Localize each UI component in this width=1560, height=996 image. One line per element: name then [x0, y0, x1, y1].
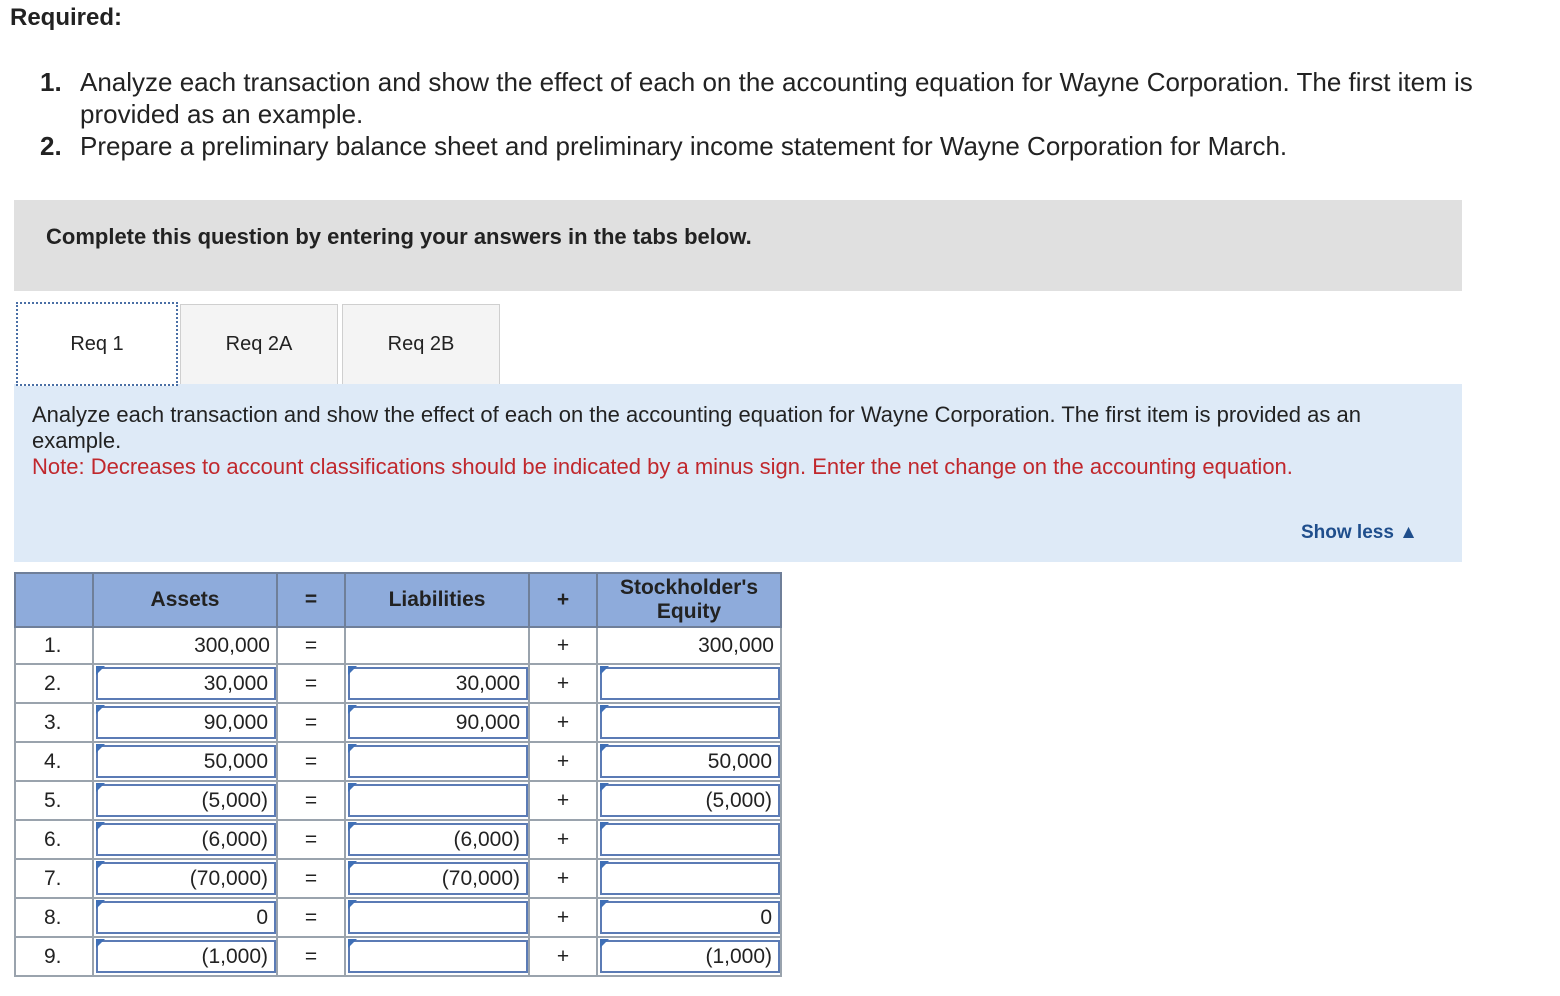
equity-value: 300,000: [597, 627, 781, 664]
equals-sign: =: [277, 820, 345, 859]
assets-cell: [93, 781, 277, 820]
plus-sign: +: [529, 742, 597, 781]
table-row: [15, 781, 781, 820]
row-index: 8.: [15, 898, 93, 937]
requirement-item: [40, 130, 1560, 162]
answer-flag-icon: [96, 666, 105, 675]
answer-flag-icon: [348, 861, 357, 870]
answer-flag-icon: [600, 900, 609, 909]
equals-sign: =: [277, 898, 345, 937]
equals-sign: =: [277, 627, 345, 664]
equity-cell: [597, 742, 781, 781]
assets-input[interactable]: [96, 823, 276, 856]
plus-sign: +: [529, 781, 597, 820]
answer-flag-icon: [96, 744, 105, 753]
equals-sign: =: [277, 742, 345, 781]
liabilities-input[interactable]: [348, 667, 528, 700]
liabilities-input[interactable]: [348, 745, 528, 778]
equity-cell: [597, 937, 781, 976]
answer-flag-icon: [600, 666, 609, 675]
equity-cell: [597, 820, 781, 859]
table-row: [15, 664, 781, 703]
equals-sign: =: [277, 703, 345, 742]
equity-input[interactable]: [600, 862, 780, 895]
table-header-row: [15, 573, 781, 627]
answer-flag-icon: [348, 939, 357, 948]
answer-flag-icon: [348, 900, 357, 909]
header-blank: [15, 573, 93, 627]
requirement-item: [40, 66, 1560, 130]
instructions-text: Complete this question by entering your answers in the tabs below.: [46, 224, 752, 249]
liabilities-cell: [345, 703, 529, 742]
answer-flag-icon: [96, 861, 105, 870]
required-heading: Required:: [10, 4, 123, 31]
plus-sign: +: [529, 627, 597, 664]
assets-input[interactable]: [96, 940, 276, 973]
equity-input[interactable]: [600, 823, 780, 856]
instructions-box: [14, 200, 1462, 291]
assets-cell: [93, 703, 277, 742]
row-index: 9.: [15, 937, 93, 976]
tab-bar: [14, 302, 1462, 385]
assets-cell: [93, 820, 277, 859]
table-row: [15, 820, 781, 859]
answer-flag-icon: [348, 666, 357, 675]
tab-label: Req 2B: [387, 333, 455, 355]
row-index: 1.: [15, 627, 93, 664]
assets-cell: [93, 937, 277, 976]
requirement-text: Analyze each transaction and show the effect of each on the accounting equation for Wayne Corporation. The first item is provided as an example.: [80, 67, 1473, 129]
assets-input[interactable]: [96, 706, 276, 739]
liabilities-cell: [345, 664, 529, 703]
liabilities-cell: [345, 820, 529, 859]
requirement-text: Prepare a preliminary balance sheet and preliminary income statement for Wayne Corporation for March.: [80, 131, 1288, 161]
requirement-number: 2.: [40, 131, 62, 161]
answer-flag-icon: [348, 744, 357, 753]
plus-sign: +: [529, 898, 597, 937]
equity-input[interactable]: [600, 667, 780, 700]
liabilities-input[interactable]: [348, 901, 528, 934]
row-index: 5.: [15, 781, 93, 820]
header-liabilities: Liabilities: [345, 573, 529, 627]
plus-sign: +: [529, 820, 597, 859]
equity-cell: [597, 898, 781, 937]
equals-sign: =: [277, 859, 345, 898]
table-row: [15, 937, 781, 976]
row-index: 2.: [15, 664, 93, 703]
table-row: [15, 898, 781, 937]
equals-sign: =: [277, 781, 345, 820]
assets-input[interactable]: [96, 901, 276, 934]
answer-flag-icon: [96, 705, 105, 714]
show-less-link[interactable]: Show less ▲: [1300, 522, 1418, 543]
tab-label: Req 1: [70, 332, 124, 355]
assets-input[interactable]: [96, 667, 276, 700]
tab-req-2a[interactable]: [180, 304, 338, 384]
panel-description: Analyze each transaction and show the effect of each on the accounting equation for Wayne Corporation. The first item is provided as an example.: [32, 402, 1361, 453]
answer-flag-icon: [600, 783, 609, 792]
tab-label: Req 2A: [225, 333, 293, 355]
equity-input[interactable]: [600, 784, 780, 817]
answer-flag-icon: [348, 705, 357, 714]
table-row: [15, 742, 781, 781]
liabilities-input[interactable]: [348, 706, 528, 739]
liabilities-input[interactable]: [348, 784, 528, 817]
equity-input[interactable]: [600, 706, 780, 739]
equals-sign: =: [277, 664, 345, 703]
answer-flag-icon: [600, 822, 609, 831]
tab-req-1[interactable]: [16, 302, 178, 386]
row-index: 7.: [15, 859, 93, 898]
answer-flag-icon: [348, 783, 357, 792]
equity-cell: [597, 781, 781, 820]
header-equals: =: [277, 573, 345, 627]
answer-flag-icon: [600, 939, 609, 948]
answer-flag-icon: [96, 822, 105, 831]
equity-input[interactable]: [600, 901, 780, 934]
plus-sign: +: [529, 937, 597, 976]
table-row: [15, 703, 781, 742]
tab-req-2b[interactable]: [342, 304, 500, 384]
answer-flag-icon: [348, 822, 357, 831]
assets-cell: [93, 664, 277, 703]
assets-cell: [93, 898, 277, 937]
plus-sign: +: [529, 664, 597, 703]
equity-input[interactable]: [600, 940, 780, 973]
answer-flag-icon: [600, 705, 609, 714]
liabilities-value: [345, 627, 529, 664]
row-index: 6.: [15, 820, 93, 859]
equity-cell: [597, 703, 781, 742]
table-row: [15, 627, 781, 664]
liabilities-cell: [345, 742, 529, 781]
row-index: 4.: [15, 742, 93, 781]
liabilities-cell: [345, 859, 529, 898]
liabilities-input[interactable]: [348, 862, 528, 895]
liabilities-cell: [345, 937, 529, 976]
liabilities-cell: [345, 781, 529, 820]
equals-sign: =: [277, 937, 345, 976]
table-row: [15, 859, 781, 898]
answer-flag-icon: [600, 744, 609, 753]
requirement-number: 1.: [40, 67, 62, 97]
panel-note: Note: Decreases to account classifications should be indicated by a minus sign. Enter the net change on the accounting equation.: [32, 454, 1293, 479]
plus-sign: +: [529, 703, 597, 742]
assets-input[interactable]: [96, 784, 276, 817]
equity-cell: [597, 664, 781, 703]
plus-sign: +: [529, 859, 597, 898]
assets-value: 300,000: [93, 627, 277, 664]
liabilities-cell: [345, 898, 529, 937]
accounting-equation-table: [14, 572, 782, 977]
header-assets: Assets: [93, 573, 277, 627]
assets-cell: [93, 859, 277, 898]
liabilities-input[interactable]: [348, 940, 528, 973]
answer-flag-icon: [600, 861, 609, 870]
answer-flag-icon: [96, 939, 105, 948]
answer-flag-icon: [96, 783, 105, 792]
assets-input[interactable]: [96, 862, 276, 895]
header-plus: +: [529, 573, 597, 627]
row-index: 3.: [15, 703, 93, 742]
header-equity: Stockholder's Equity: [597, 573, 781, 627]
assets-cell: [93, 742, 277, 781]
equity-cell: [597, 859, 781, 898]
requirements-list: [40, 66, 1560, 162]
equity-input[interactable]: [600, 745, 780, 778]
question-panel: [14, 384, 1462, 562]
liabilities-input[interactable]: [348, 823, 528, 856]
answer-flag-icon: [96, 900, 105, 909]
assets-input[interactable]: [96, 745, 276, 778]
